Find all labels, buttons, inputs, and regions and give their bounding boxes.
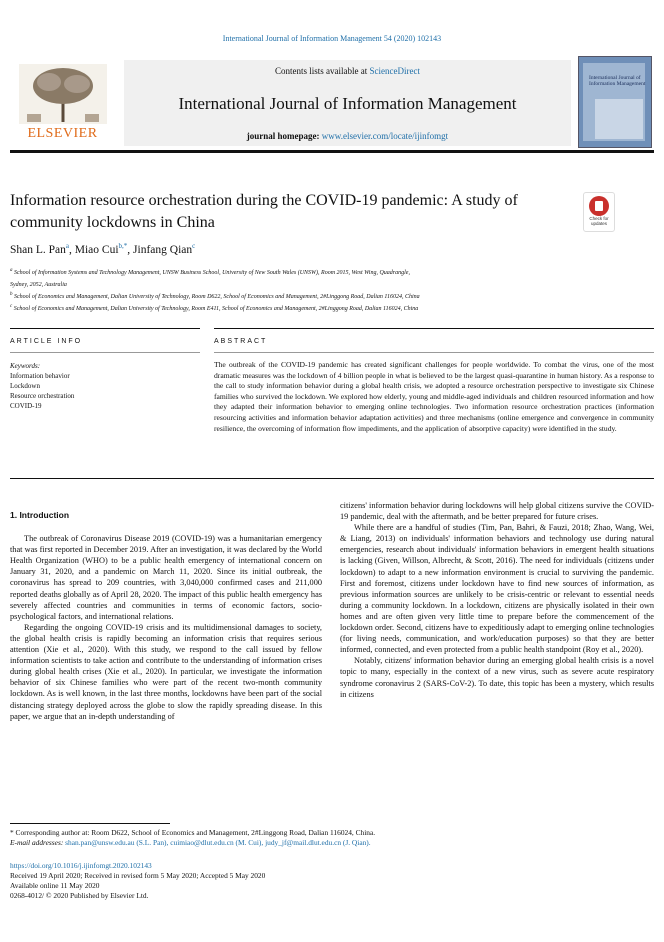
journal-citation[interactable]: International Journal of Information Management 54 (2020) 102143 [222,34,442,43]
email-links[interactable]: shan.pan@unsw.edu.au (S.L. Pan), cuimiao@dlut.edu.cn (M. Cui), judy_jf@mail.dlut.edu.cn (J. Qian). [65,838,371,847]
sciencedirect-link[interactable]: ScienceDirect [369,66,420,76]
keywords [10,361,200,411]
paragraph: The outbreak of Coronavirus Disease 2019 (COVID-19) was a humanitarian emergency that was first reported in December 2019. After an investigation, it was declared by the World Health Organization (WHO) to be a public health emergency of international concern on January 31, 2020, and a pandemic on March 11, 2020. Since its initial outbreak, the coronavirus has spread to 209 countries, with 3,040,000 confirmed cases and 211,000 reported deaths globally as of April 28, 2020. The impact of this public health emergency has severely affected countries and communities in terms of economic factors, socio-psychological factors, and international relations. [10,534,322,621]
divider [10,352,200,353]
publisher-name: ELSEVIER [27,126,98,141]
affiliation: $^a$ School of Information Systems and Technology Management, UNSW Business School, University of New South Wales (UNSW), Room 2015, West Wing, Quadrangle, [10,268,410,276]
bookmark-icon [589,196,609,216]
check-for-updates-badge[interactable]: Check for updates [583,192,615,232]
paragraph: Notably, citizens' information behavior during an emerging global health crisis is a novel topic to many, especially in the context of a new virus, such as severe acute respiratory syndrome coronavirus 2 (SARS-CoV-2). To date, this topic has been a mystery, which results in citizens [340,656,654,699]
author[interactable]: Shan L. Pan [10,243,66,256]
body-column-right [340,500,654,700]
cover-title: International Journal of Information Management [589,75,646,88]
cover-image [595,99,643,139]
section-heading: 1. Introduction [10,510,70,520]
footnote-rule [10,823,170,824]
divider [10,328,200,329]
journal-name: International Journal of Information Management [178,94,517,113]
body-column-left [10,510,322,722]
paragraph: citizens' information behavior during lockdowns will help global citizens survive the COVID-19 pandemic, deal with the aftermath, and be better prepared for future crises. [340,501,654,522]
elsevier-tree-icon [19,64,107,124]
keyword: Resource orchestration [10,392,75,400]
copyright: 0268-4012/ © 2020 Published by Elsevier Ltd. [10,891,149,900]
publication-info [10,861,654,901]
received-dates: Received 19 April 2020; Received in revised form 5 May 2020; Accepted 5 May 2020 [10,871,266,880]
keyword: COVID-19 [10,402,42,410]
keywords-label: Keywords: [10,362,41,370]
article-title: Information resource orchestration during the COVID-19 pandemic: A study of community lockdowns in China [10,192,518,231]
available-date: Available online 11 May 2020 [10,881,100,890]
email-line: E-mail addresses: shan.pan@unsw.edu.au (S.L. Pan), cuimiao@dlut.edu.cn (M. Cui), judy_jf@mail.dlut.edu.cn (J. Qian). [10,838,371,847]
keyword: Lockdown [10,382,40,390]
author[interactable]: Miao Cui [74,243,119,256]
affiliations [10,266,654,314]
masthead-rule [10,150,654,153]
divider [214,328,654,329]
journal-homepage: journal homepage: www.elsevier.com/locate/ijinfomgt [246,131,449,141]
doi-link[interactable]: https://doi.org/10.1016/j.ijinfomgt.2020.102143 [10,861,152,870]
abstract-text: The outbreak of the COVID-19 pandemic has created significant challenges for people worldwide. To combat the virus, one of the most dramatic measures was the lockdown of 4 billion people in what is believed to be the largest quasi-quarantine in human history. As a response to the call to study information behavior during a global health crisis, we adopted a resource orchestration perspective to investigate six Chinese families who survived the lockdown. We explored how elderly, young and middle-aged individuals and children resourced information and how they adapted their information behavior to emerging online technologies. Two information resource orchestration practices (information resourcing activities and information behavior adaptation activities) and three mechanisms (online emergence and convergence in community resilience, the overcoming of information flow impediments, and the application of absorptive capacity) were identified in the study. [214,360,654,433]
abstract-heading: ABSTRACT [214,338,268,345]
footnote [10,828,654,848]
divider [10,478,654,479]
author-list: Shan L. Pan$^a$, Miao Cui$^{b,*}$, Jinfang Qian$^c$ [10,242,196,256]
corresponding-author: * Corresponding author at: Room D622, School of Economics and Management, 2#Linggong Road, Dalian 116024, China. [10,828,376,837]
divider [214,352,654,353]
affiliation: Sydney, 2052, Australia [10,282,67,288]
article-info-heading: ARTICLE INFO [10,338,83,345]
affiliation: $^b$ School of Economics and Management, Dalian University of Technology, Room D622, School of Economics and Management, 2#Linggong Road, Dalian 116024, China [10,292,420,300]
elsevier-logo [10,60,115,146]
keyword: Information behavior [10,372,70,380]
paragraph: While there are a handful of studies (Tim, Pan, Bahri, & Fauzi, 2018; Zhao, Wang, Wei, & Liang, 2013) on individuals' information behaviors and technology use during natural emergencies, research about individuals' information behaviors in emergent health situations is lacking (Given, Willson, Albrecht, & Scott, 2016). The need for individuals (citizens under lockdown) to adapt to a new information environment is crucial to surviving the pandemic. First and foremost, citizens under lockdown have to find new sources of information, as previous information sources are unlikely to be crisis-centric or relevant to essential needs during a community lockdown. In a lockdown, citizens are physically isolated in their own homes and are often given very little time to prepare before the commencement of the lockdown order. Second, citizens have to expeditiously adapt to emerging online technologies (for living needs, communication, and work/education purposes) so that they are better informed, connected, and even protected from a public health standpoint (Roy et al., 2020). [340,523,654,655]
homepage-link[interactable]: www.elsevier.com/locate/ijinfomgt [321,131,449,141]
author[interactable]: Jinfang Qian [133,243,193,256]
contents-line: Contents lists available at ScienceDirect [275,66,420,76]
affiliation: $^c$ School of Economics and Management, Dalian University of Technology, Room E411, School of Economics and Management, 2#Linggong Road, Dalian 116024, China [10,304,419,312]
journal-cover [578,56,652,148]
paragraph: Regarding the ongoing COVID-19 crisis and its multidimensional damages to society, the global health crisis is rapidly becoming an information crisis that requires serious attention (Xie et al., 2020). With this study, we respond to the call issued by fellow information scientists to take action and contribute to the understanding of information crises during global health crises (Xie et al., 2020). In particular, we investigate the information behavior of six Chinese families who were part of the recent two-month community lockdown. As is well known, in the last three months, lockdowns have been part of the social distancing strategy deployed across the globe to slow the rapidly spreading disease. In this paper, we argue that an in-depth understanding of [10,622,322,721]
